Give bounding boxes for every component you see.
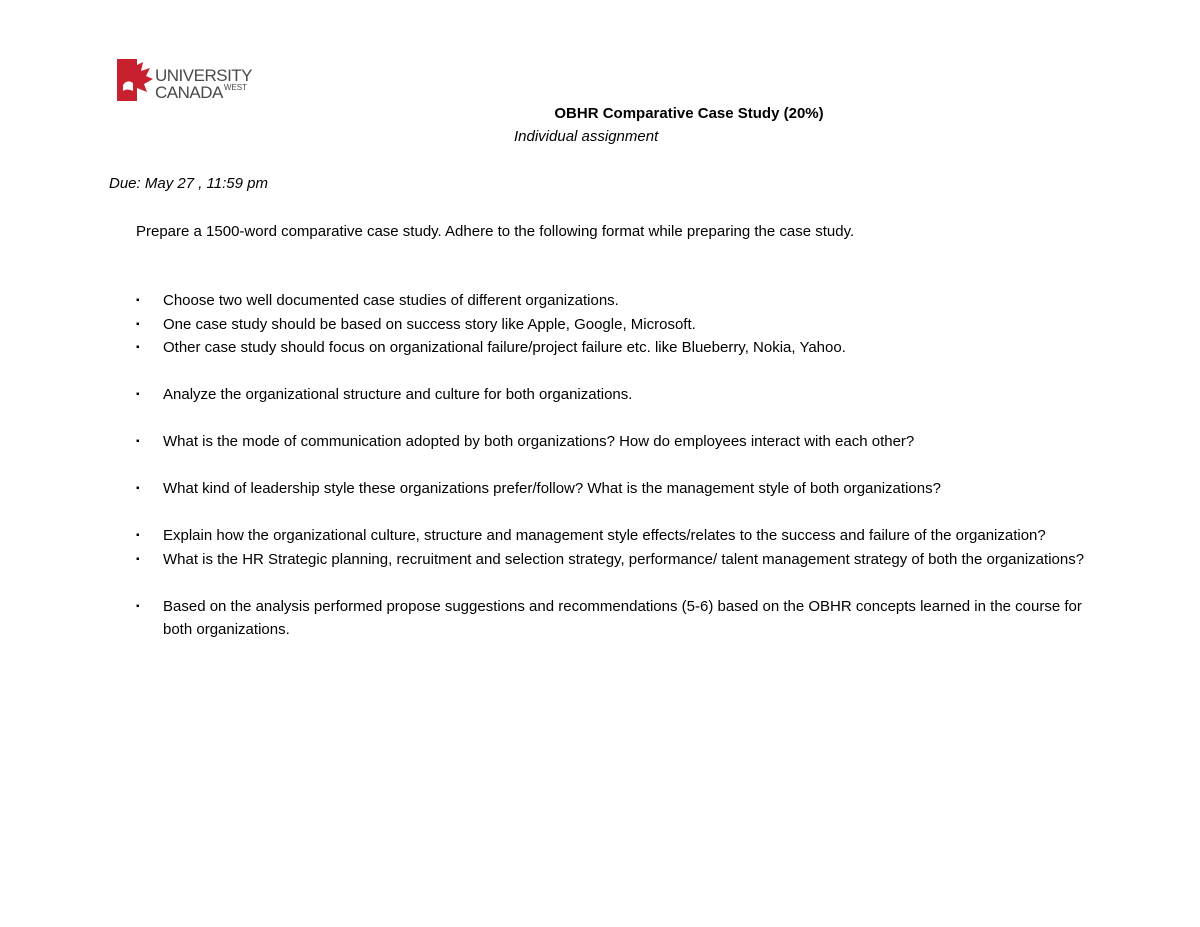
list-item — [136, 383, 1096, 407]
maple-leaf-icon — [117, 57, 153, 103]
logo-wordmark — [155, 67, 252, 101]
bullet-icon: ▪ — [136, 342, 140, 353]
list-item — [136, 477, 1096, 501]
list-item — [136, 524, 1096, 548]
bullet-icon: ▪ — [136, 600, 140, 612]
page-title: OBHR Comparative Case Study (20%) — [554, 105, 824, 122]
university-logo — [117, 57, 267, 103]
intro-paragraph: Prepare a 1500-word comparative case study. Adhere to the following format while preparing the case study. — [136, 223, 855, 240]
logo-line-university: UNIVERSITY — [155, 66, 253, 85]
list-item-text: What is the HR Strategic planning, recruitment and selection strategy, performance/ talent management strategy of both the organizations? — [163, 550, 1085, 568]
list-item-text: Other case study should focus on organizational failure/project failure etc. like Blueberry, Nokia, Yahoo. — [163, 339, 846, 356]
logo-line-canada — [155, 84, 252, 101]
list-item — [136, 548, 1096, 572]
list-item — [136, 336, 1096, 360]
list-item-text: One case study should be based on success story like Apple, Google, Microsoft. — [163, 315, 696, 333]
bullet-icon: ▪ — [136, 295, 140, 306]
list-item-text: What kind of leadership style these organizations prefer/follow? What is the management style of both organizations? — [163, 480, 941, 497]
list-item-text: Based on the analysis performed propose suggestions and recommendations (5-6) based on the OBHR concepts learned in the course for both organizations. — [163, 597, 1082, 638]
bullet-icon: ▪ — [136, 553, 140, 565]
bullet-icon: ▪ — [136, 530, 140, 541]
bullet-icon: ▪ — [136, 318, 140, 330]
list-item-text: Analyze the organizational structure and culture for both organizations. — [163, 386, 633, 403]
logo-canada-text: CANADA — [155, 83, 223, 102]
list-item — [136, 430, 1096, 454]
logo-west-text: WEST — [223, 83, 247, 92]
list-item — [136, 313, 1096, 337]
list-item-text: Choose two well documented case studies of different organizations. — [163, 292, 619, 309]
requirements-list — [136, 289, 1096, 642]
list-item-text: Explain how the organizational culture, structure and management style effects/relates to the success and failure of the organization? — [163, 527, 1046, 544]
bullet-icon: ▪ — [136, 436, 140, 447]
bullet-icon: ▪ — [136, 389, 140, 400]
list-item-text: What is the mode of communication adopted by both organizations? How do employees interact with each other? — [163, 433, 915, 450]
list-item — [136, 595, 1096, 642]
due-date: Due: May 27 , 11:59 pm — [109, 175, 268, 192]
list-item — [136, 289, 1096, 313]
page-subtitle: Individual assignment — [514, 128, 659, 145]
bullet-icon: ▪ — [136, 483, 140, 494]
